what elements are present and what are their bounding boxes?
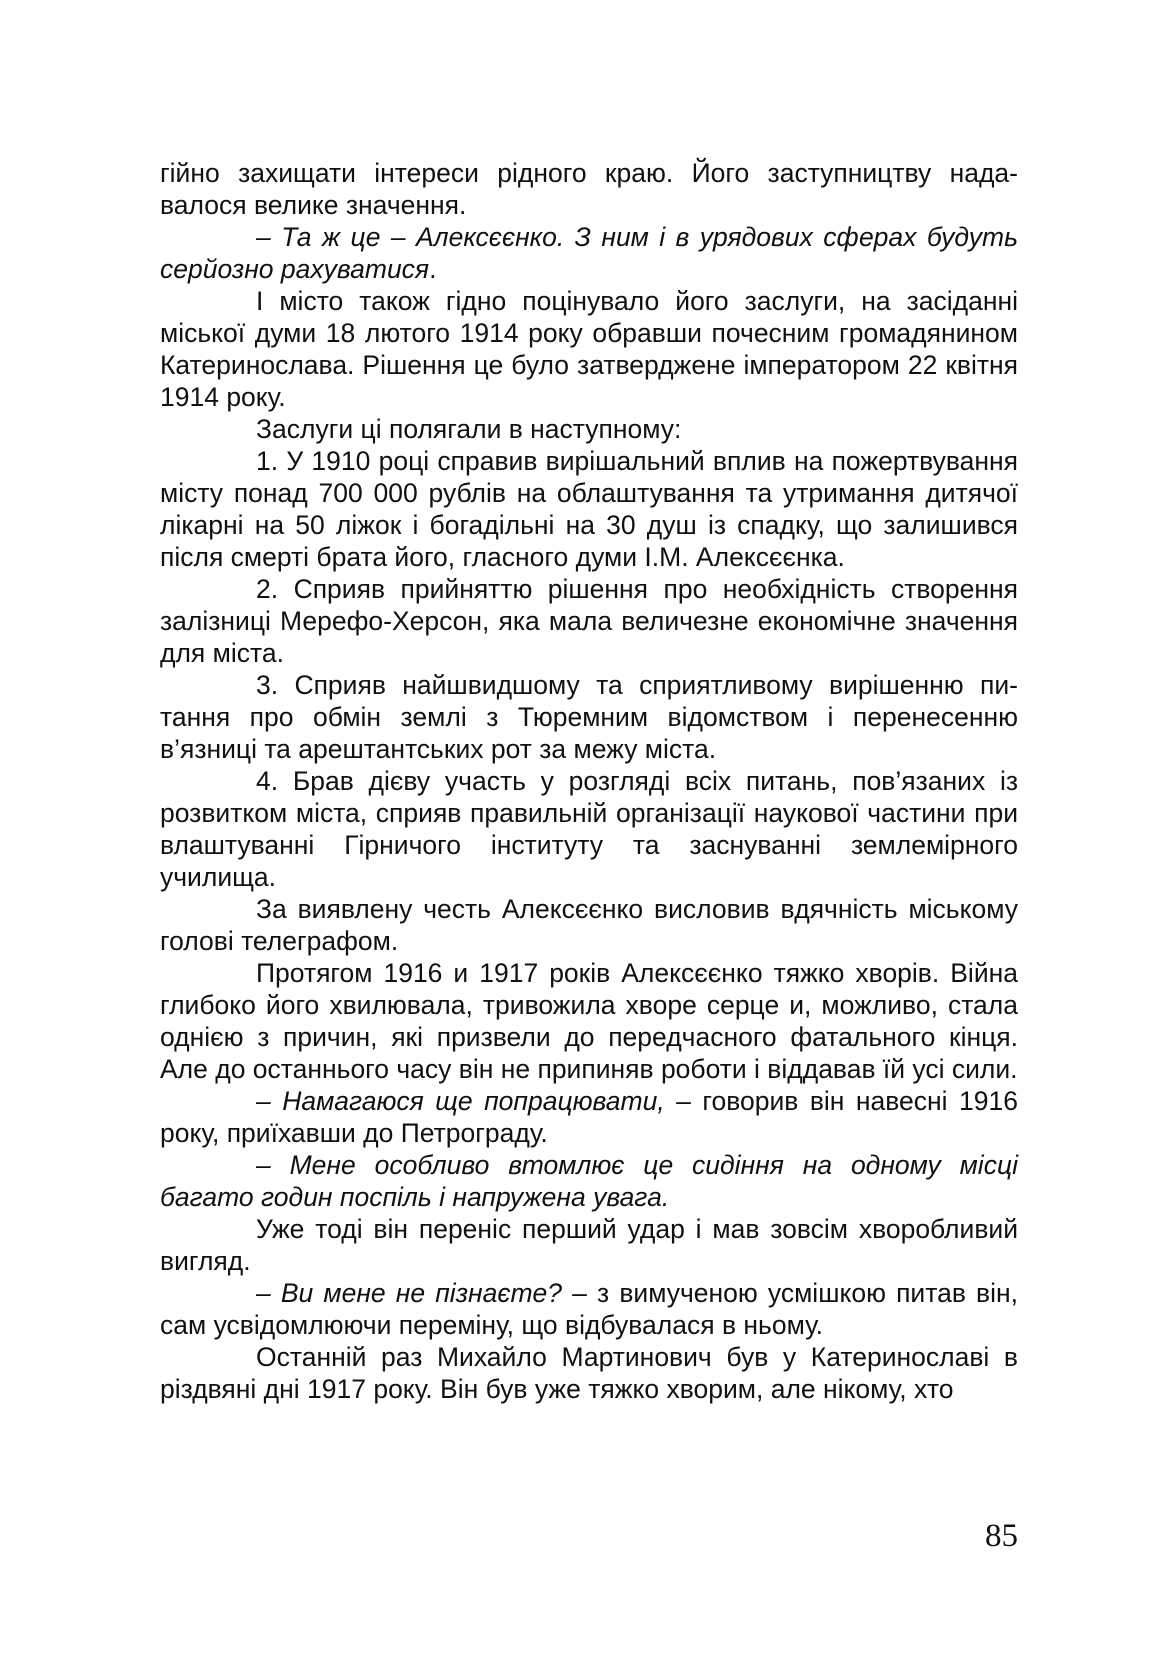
text-run: Заслуги ці полягали в наступному: <box>256 414 682 444</box>
italic-quote: – Та ж це – Алексєєнко. З ним і в урядових сферах будуть серйозно рахуватися <box>160 222 1018 284</box>
paragraph <box>160 573 1018 669</box>
text-run: . <box>429 254 437 284</box>
paragraph <box>160 893 1018 957</box>
paragraph <box>160 1213 1018 1277</box>
italic-quote: – Ви мене не пізнаєте? <box>256 1278 563 1308</box>
page-number: 85 <box>985 1518 1018 1554</box>
paragraph <box>160 413 1018 445</box>
text-run: гійно захищати інтереси рідного краю. Його заступництву надавалося велике значення. <box>160 158 1018 220</box>
paragraph <box>160 1085 1018 1149</box>
text-run: 4. Брав дієву участь у розгляді всіх питань, пов’язаних із розвитком міста, сприяв правильній організації наукової частини при влаштуванні Гірничого інституту та заснуванні землемірного училища. <box>160 766 1018 892</box>
paragraph <box>160 221 1018 285</box>
italic-quote: – Мене особливо втомлює це сидіння на одному місці багато годин поспіль і напружена увага. <box>160 1150 1018 1212</box>
text-run: – говорив він навесні 1916 року, приїхавши до Петрограду. <box>160 1086 1018 1148</box>
paragraph <box>160 1341 1018 1405</box>
paragraph <box>160 765 1018 893</box>
body-text <box>160 157 1018 1405</box>
text-run: – з вимученою усмішкою питав він, сам усвідомлюючи переміну, що відбувалася в ньому. <box>160 1278 1018 1340</box>
paragraph <box>160 669 1018 765</box>
text-run: 2. Сприяв прийняттю рішення про необхідність створення залізниці Мерефо-Херсон, яка мала величезне економічне значення для міста. <box>160 574 1018 668</box>
paragraph <box>160 1277 1018 1341</box>
italic-quote: – Намагаюся ще попрацювати, <box>256 1086 665 1116</box>
text-run: 3. Сприяв найшвидшому та сприятливому вирішенню питання про обмін землі з Тюремним відомством і перенесенню в’язниці та арештантських рот за межу міста. <box>160 670 1018 764</box>
text-run: Останній раз Михайло Мартинович був у Катеринославі в різдвяні дні 1917 року. Він був уже тяжко хворим, але нікому, хто <box>160 1342 1018 1404</box>
text-run: І місто також гідно поцінувало його заслуги, на засіданні міської думи 18 лютого 1914 року обравши почесним громадянином Катеринослава. Рішення це було затверджене імператором 22 квітня 1914 року. <box>160 286 1018 412</box>
paragraph <box>160 957 1018 1085</box>
paragraph <box>160 157 1018 221</box>
text-run: За виявлену честь Алексєєнко висловив вдячність міському голові телеграфом. <box>160 894 1018 956</box>
paragraph <box>160 1149 1018 1213</box>
text-run: Протягом 1916 и 1917 років Алексєєнко тяжко хворів. Війна глибоко його хвилювала, тривожила хворе серце и, можливо, стала однією з причин, які призвели до передчасного фатального кінця. Але до останнього часу він не припиняв роботи і віддавав їй усі сили. <box>160 958 1018 1084</box>
text-run: Уже тоді він переніс перший удар і мав зовсім хворобливий вигляд. <box>160 1214 1018 1276</box>
text-run: 1. У 1910 році справив вирішальний вплив на пожертвування місту понад 700 000 рублів на облаштування та утримання дитячої лікарні на 50 ліжок і богадільні на 30 душ із спадку, що залишився після смерті брата його, гласного думи І.М. Алексєєнка. <box>160 446 1018 572</box>
paragraph <box>160 285 1018 413</box>
paragraph <box>160 445 1018 573</box>
